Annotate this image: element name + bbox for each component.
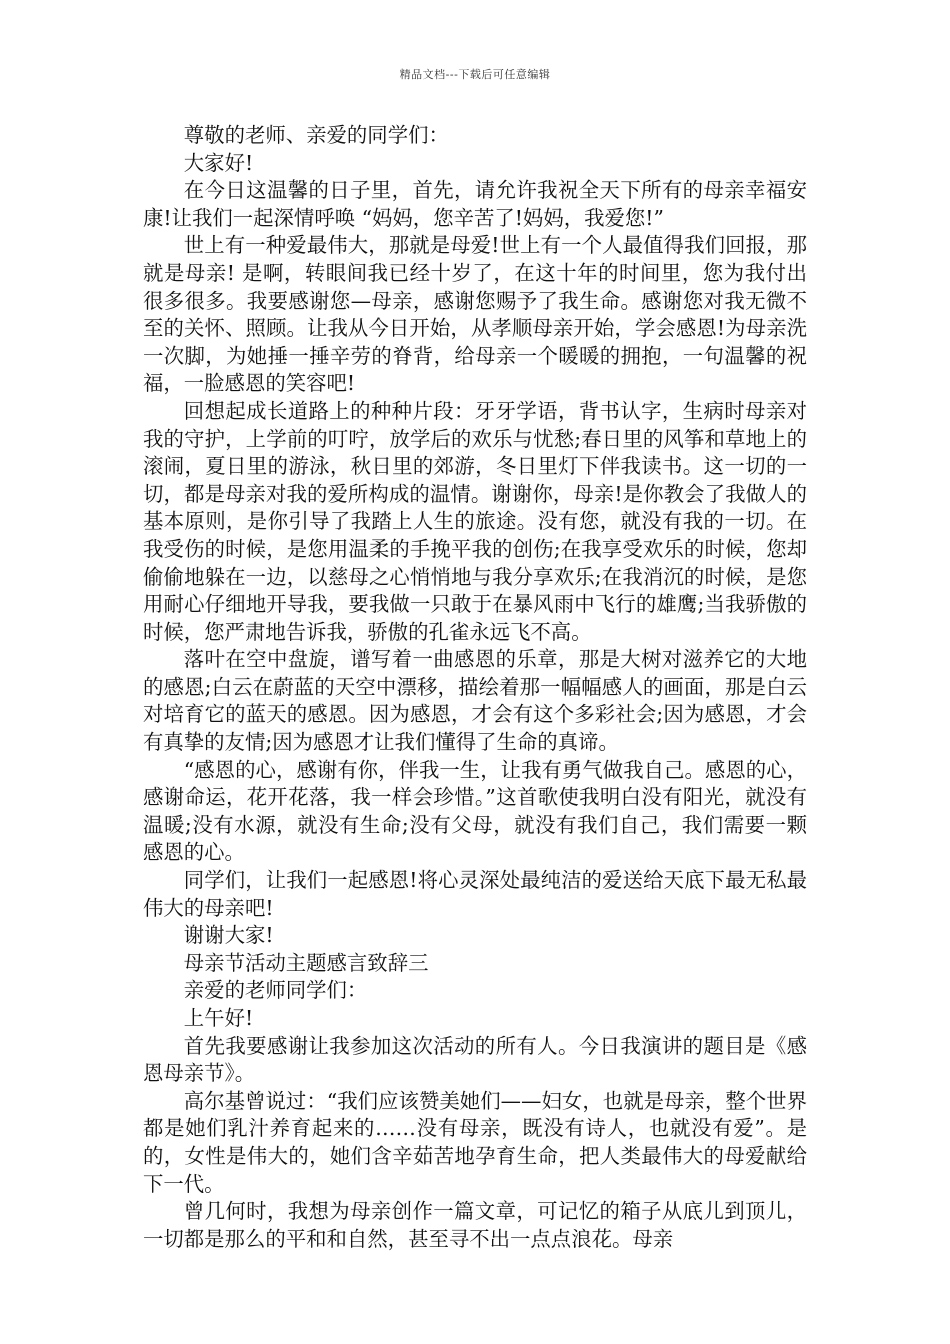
document-body [143,122,807,1253]
paragraph: “感恩的心，感谢有你，伴我一生，让我有勇气做我自己。感恩的心，感谢命运，花开花落，我一样会珍惜。”这首歌使我明白没有阳光，就没有温暖;没有水源，就没有生命;没有父母，就没有我们自己，我们需要一颗感恩的心。 [143,757,807,865]
greeting: 大家好! [183,150,254,175]
salutation: 亲爱的老师同学们： [183,978,368,1003]
paragraph: 同学们，让我们一起感恩!将心灵深处最纯洁的爱送给天底下最无私最伟大的母亲吧! [143,868,807,920]
page-header: 精品文档---下载后可任意编辑 [399,68,551,81]
salutation: 尊敬的老师、亲爱的同学们： [183,123,449,147]
paragraph: 世上有一种爱最伟大，那就是母爱!世上有一个人最值得我们回报，那就是母亲! 是啊，转眼间我已经十岁了，在这十年的时间里，您为我付出很多很多。我要感谢您—母亲，感谢您赐予了我生命。感谢您对我无微不至的关怀、照顾。让我从今日开始，从孝顺母亲开始，学会感恩!为母亲洗一次脚，为她捶一捶辛劳的脊背，给母亲一个暖暖的拥抱，一句温馨的祝福，一脸感恩的笑容吧! [143,233,807,396]
section-title: 母亲节活动主题感言致辞三 [183,950,429,975]
paragraph: 回想起成长道路上的种种片段：牙牙学语，背书认字，生病时母亲对我的守护，上学前的叮咛，放学后的欢乐与忧愁;春日里的风筝和草地上的滚闹，夏日里的游泳，秋日里的郊游，冬日里灯下伴我读书。这一切的一切，都是母亲对我的爱所构成的温情。谢谢你，母亲!是你教会了我做人的基本原则，是你引导了我踏上人生的旅途。没有您，就没有我的一切。在我受伤的时候，是您用温柔的手挽平我的创伤;在我享受欢乐的时候，您却偷偷地躲在一边，以慈母之心悄悄地与我分享欢乐;在我消沉的时候，是您用耐心仔细地开导我，要我做一只敢于在暴风雨中飞行的雄鹰;当我骄傲的时候，您严肃地告诉我，骄傲的孔雀永远飞不高。 [143,398,807,644]
paragraph: 高尔基曾说过：“我们应该赞美她们——妇女，也就是母亲，整个世界都是她们乳汁养育起来的……没有母亲，既没有诗人，也就没有爱”。是的，女性是伟大的，她们含辛茹苦地孕育生命，把人类最伟大的母爱献给下一代。 [143,1088,807,1196]
greeting: 上午好! [183,1006,254,1030]
closing: 谢谢大家! [183,923,274,948]
paragraph: 在今日这温馨的日子里，首先，请允许我祝全天下所有的母亲幸福安康!让我们一起深情呼唤 “妈妈，您辛苦了!妈妈，我爱您!” [143,178,807,230]
paragraph: 首先我要感谢让我参加这次活动的所有人。今日我演讲的题目是《感恩母亲节》。 [143,1033,807,1086]
paragraph: 曾几何时，我想为母亲创作一篇文章，可记忆的箱子从底儿到顶儿，一切都是那么的平和和自然，甚至寻不出一点点浪花。母亲 [143,1199,807,1251]
paragraph: 落叶在空中盘旋，谱写着一曲感恩的乐章，那是大树对滋养它的大地的感恩;白云在蔚蓝的天空中漂移，描绘着那一幅幅感人的画面，那是白云对培育它的蓝天的感恩。因为感恩，才会有这个多彩社会;因为感恩，才会有真挚的友情;因为感恩才让我们懂得了生命的真谛。 [143,647,807,755]
